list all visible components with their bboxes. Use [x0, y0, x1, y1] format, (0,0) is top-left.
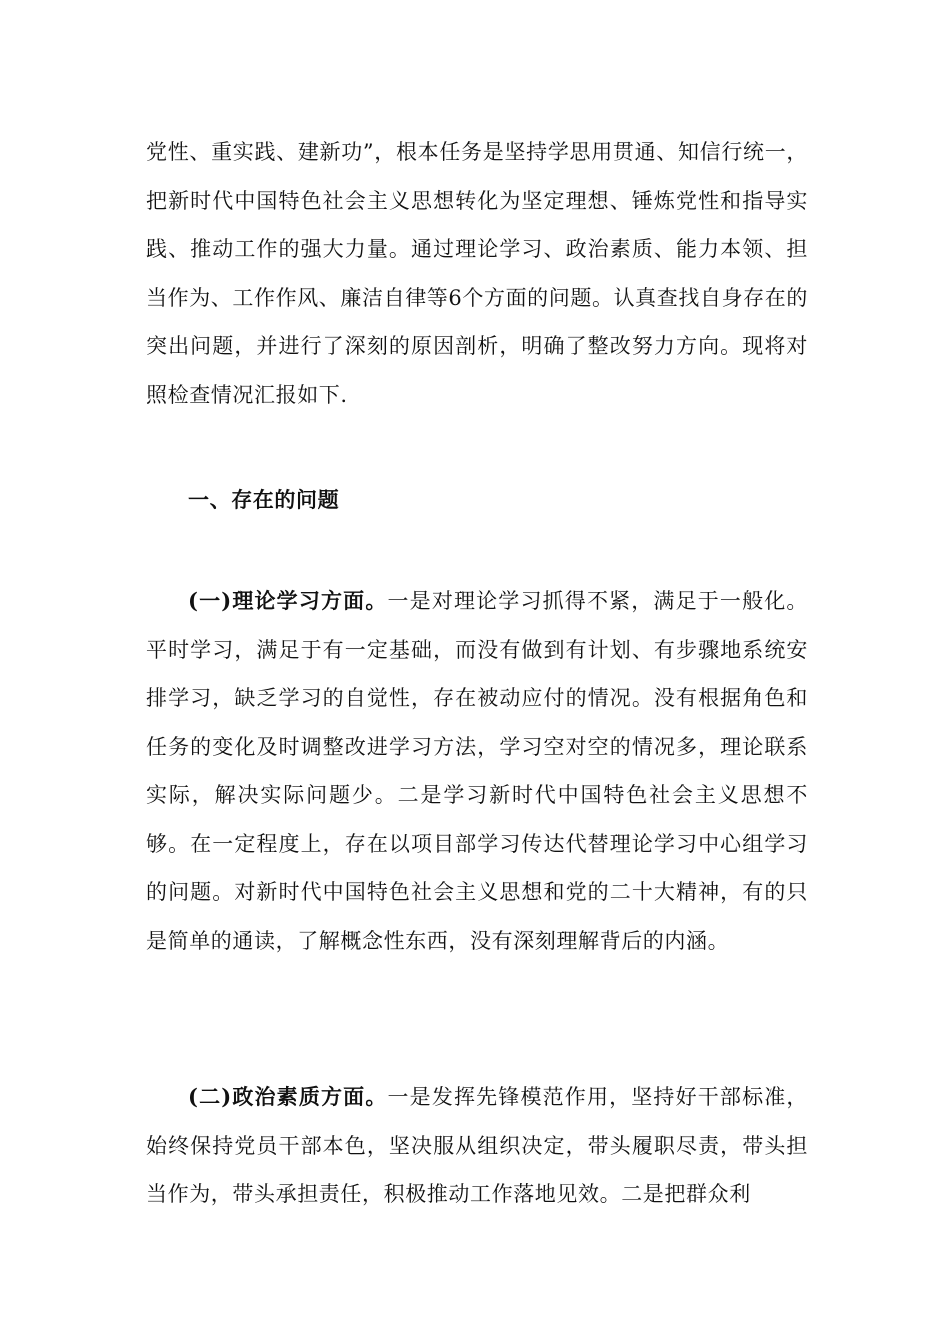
- intro-paragraph: [146, 128, 808, 419]
- political-quality-text: 一是发挥先锋模范作用，坚持好干部标准，始终保持党员干部本色，坚决服从组织决定，带头履职尽责，带头担当作为，带头承担责任，积极推动工作落地见效。二是把群众利: [146, 1085, 809, 1206]
- political-quality-paragraph: [146, 1073, 808, 1219]
- intro-text: 党性、重实践、建新功”，根本任务是坚持学思用贯通、知信行统一，把新时代中国特色社会主义思想转化为坚定理想、锤炼党性和指导实践、推动工作的强大力量。通过理论学习、政治素质、能力本领、担当作为、工作作风、廉洁自律等6个方面的问题。认真查找自身存在的突出问题，并进行了深刻的原因剖析，明确了整改努力方向。现将对照检查情况汇报如下.: [146, 140, 808, 407]
- theory-study-text: 一是对理论学习抓得不紧，满足于一般化。平时学习，满足于有一定基础，而没有做到有计划、有步骤地系统安排学习，缺乏学习的自觉性，存在被动应付的情况。没有根据角色和任务的变化及时调整改进学习方法，学习空对空的情况多，理论联系实际，解决实际问题少。二是学习新时代中国特色社会主义思想不够。在一定程度上，存在以项目部学习传达代替理论学习中心组学习的问题。对新时代中国特色社会主义思想和党的二十大精神，有的只是简单的通读，了解概念性东西，没有深刻理解背后的内涵。: [146, 589, 809, 953]
- section-heading-problems: 一、存在的问题: [188, 487, 340, 512]
- political-quality-lead: (二)政治素质方面。: [188, 1084, 388, 1109]
- theory-study-lead: (一)理论学习方面。: [188, 588, 388, 613]
- theory-study-paragraph: [146, 577, 808, 965]
